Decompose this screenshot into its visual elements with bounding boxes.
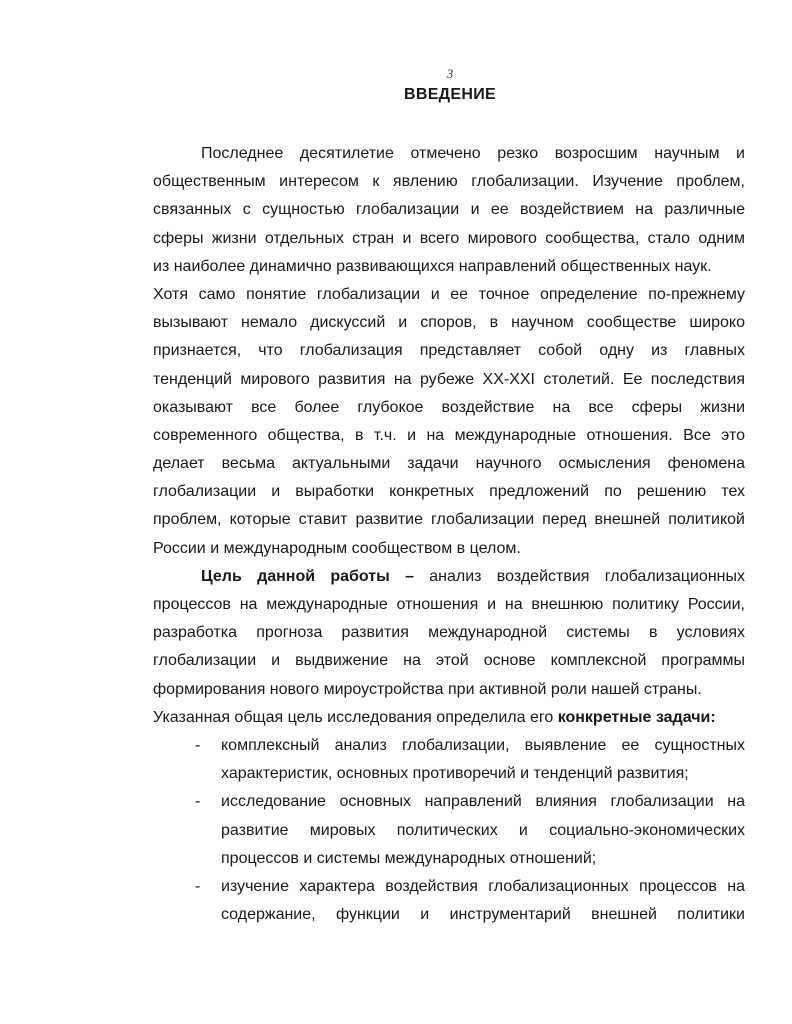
text-line: Последнее десятилетие отмечено резко возросшим научным и [201, 145, 745, 162]
list-item-line: развитие мировых политических и социально-экономических [221, 821, 745, 839]
text-line: из наиболее динамично развивающихся направлений общественных наук. [153, 257, 712, 275]
text-line: России и международным сообществом в целом. [153, 539, 521, 557]
text-line: делает весьма актуальными задачи научного осмысления феномена [153, 455, 745, 473]
text-line: Хотя само понятие глобализации и ее точное определение по-прежнему [153, 285, 745, 303]
tasks-intro-text: Указанная общая цель исследования определила его [153, 708, 558, 726]
text-line: глобализации и выработки конкретных предложений по решению тех [153, 483, 745, 501]
text-line: сферы жизни отдельных стран и всего мирового сообщества, стало одним [153, 229, 745, 247]
text-line: оказывают все более глубокое воздействие на все сферы жизни [153, 398, 745, 416]
text-line: общественным интересом к явлению глобализации. Изучение проблем, [153, 173, 745, 191]
text-line: разработка прогноза развития международной системы в условиях [153, 624, 745, 642]
intro-paragraph [153, 140, 745, 563]
text-line: процессов на международные отношения и на внешнюю политику России, [153, 596, 745, 613]
text-line: признается, что глобализация представляет собой одну из главных [153, 342, 745, 360]
list-item-line: содержание, функции и инструментарий внешней политики [221, 906, 745, 924]
list-item [153, 788, 745, 873]
goal-paragraph [153, 563, 745, 704]
list-item-line: характеристик, основных противоречий и тенденций развития; [221, 765, 689, 783]
dash-bullet: - [195, 793, 201, 811]
page-title: ВВЕДЕНИЕ [404, 86, 496, 103]
list-item [153, 732, 745, 788]
dash-bullet: - [195, 877, 201, 895]
text-line: глобализации и выдвижение на этой основе комплексной программы [153, 652, 745, 670]
list-item [153, 873, 745, 929]
list-item-text: комплексный анализ глобализации, выявление ее сущностных [221, 736, 745, 754]
text-line: проблем, которые ставит развитие глобализации перед внешней политикой [153, 511, 745, 529]
text-line: вызывают немало дискуссий и споров, в научном сообществе широко [153, 314, 745, 332]
dash-bullet: - [195, 736, 201, 754]
page-number: 3 [446, 66, 454, 81]
list-item-text: изучение характера воздействия глобализационных процессов на [221, 877, 745, 895]
body-text [153, 140, 745, 929]
goal-first-line-rest: анализ воздействия глобализационных [413, 567, 746, 585]
text-line: современного общества, в т.ч. и на международные отношения. Все это [153, 426, 745, 444]
list-item-line [153, 732, 745, 760]
goal-first-line [153, 563, 745, 591]
list-item-text: исследование основных направлений влияния глобализации на [221, 793, 745, 811]
text-line: формирования нового мироустройства при активной роли нашей страны. [153, 680, 702, 698]
list-item-line: процессов и системы международных отношений; [221, 849, 597, 867]
goal-lead: Цель данной работы – [201, 567, 414, 585]
tasks-intro [153, 704, 745, 732]
task-list [153, 732, 745, 929]
list-item-line [153, 873, 745, 901]
text-line: связанных с сущностью глобализации и ее воздействием на различные [153, 201, 745, 219]
list-item-line [153, 788, 745, 816]
text-line: тенденций мирового развития на рубеже XX-XXI столетий. Ее последствия [153, 370, 745, 388]
tasks-intro-bold: конкретные задачи: [557, 708, 716, 726]
